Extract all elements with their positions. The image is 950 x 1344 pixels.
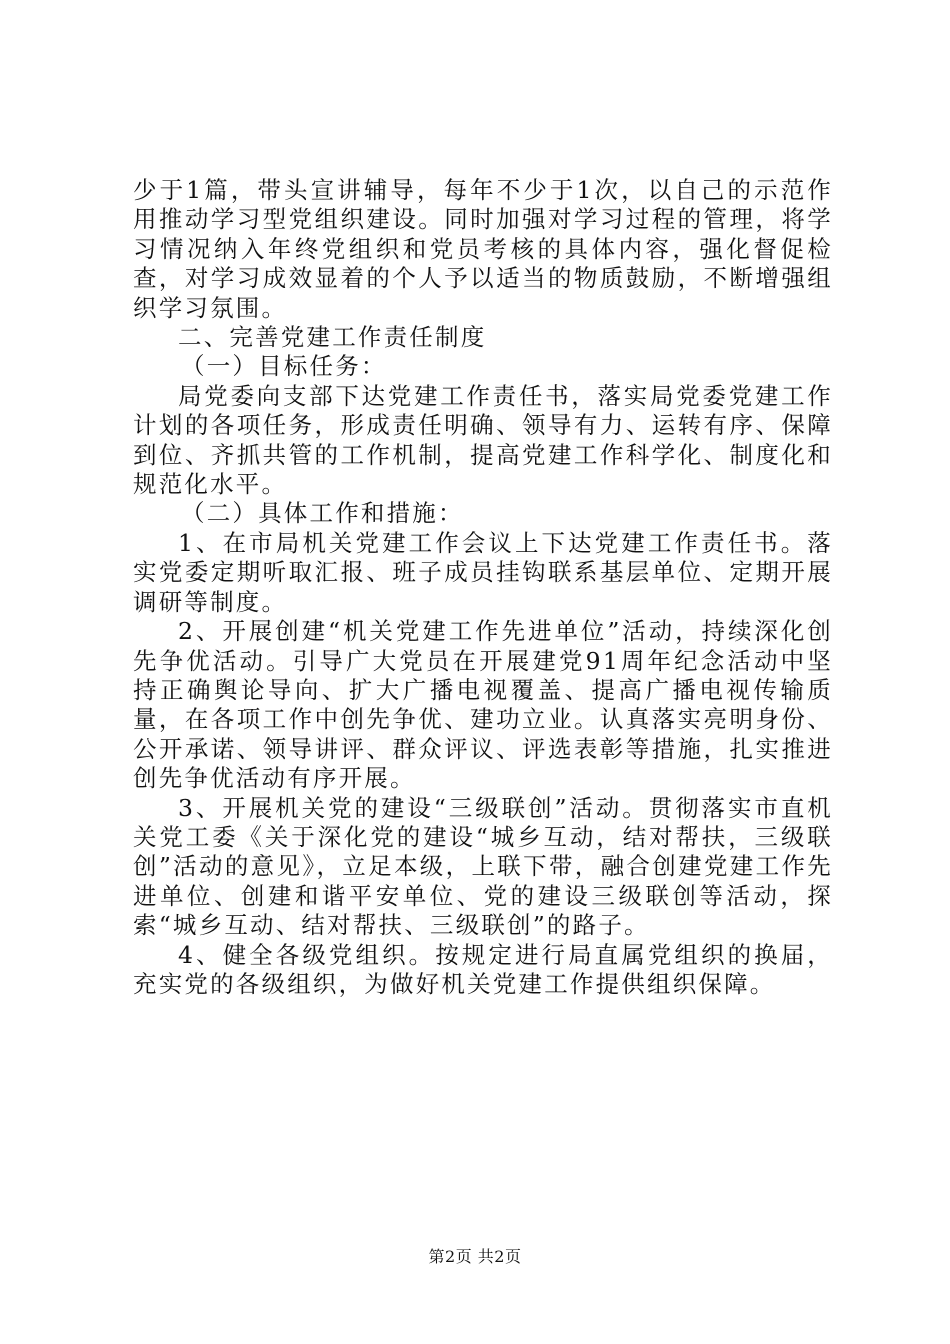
paragraph-measure-1: 1、在市局机关党建工作会议上下达党建工作责任书。落实党委定期听取汇报、班子成员挂钩联系基层单位、定期开展调研等制度。 <box>133 528 833 616</box>
paragraph-goals: 局党委向支部下达党建工作责任书，落实局党委党建工作计划的各项任务，形成责任明确、领导有力、运转有序、保障到位、齐抓共管的工作机制，提高党建工作科学化、制度化和规范化水平。 <box>133 381 833 499</box>
section-heading-responsibility: 二、完善党建工作责任制度 <box>178 323 487 352</box>
paragraph-measure-4: 4、健全各级党组织。按规定进行局直属党组织的换届，充实党的各级组织，为做好机关党建工作提供组织保障。 <box>133 940 833 998</box>
subheading-goals: （一）目标任务： <box>181 352 387 381</box>
page-footer: 第2页 共2页 <box>428 1247 522 1266</box>
subheading-measures: （二）具体工作和措施： <box>181 499 464 528</box>
document-body <box>133 176 833 999</box>
paragraph-measure-2: 2、开展创建“机关党建工作先进单位”活动，持续深化创先争优活动。引导广大党员在开展建党91周年纪念活动中坚持正确舆论导向、扩大广播电视覆盖、提高广播电视传输质量，在各项工作中创先争优、建功立业。认真落实亮明身份、公开承诺、领导讲评、群众评议、评选表彰等措施，扎实推进创先争优活动有序开展。 <box>133 617 833 793</box>
paragraph-study-continued: 少于1篇，带头宣讲辅导，每年不少于1次，以自己的示范作用推动学习型党组织建设。同时加强对学习过程的管理，将学习情况纳入年终党组织和党员考核的具体内容，强化督促检查，对学习成效显着的个人予以适当的物质鼓励，不断增强组织学习氛围。 <box>133 176 833 322</box>
paragraph-measure-3: 3、开展机关党的建设“三级联创”活动。贯彻落实市直机关党工委《关于深化党的建设“城乡互动，结对帮扶，三级联创”活动的意见》，立足本级，上联下带，融合创建党建工作先进单位、创建和谐平安单位、党的建设三级联创等活动，探索“城乡互动、结对帮扶、三级联创”的路子。 <box>133 793 833 940</box>
